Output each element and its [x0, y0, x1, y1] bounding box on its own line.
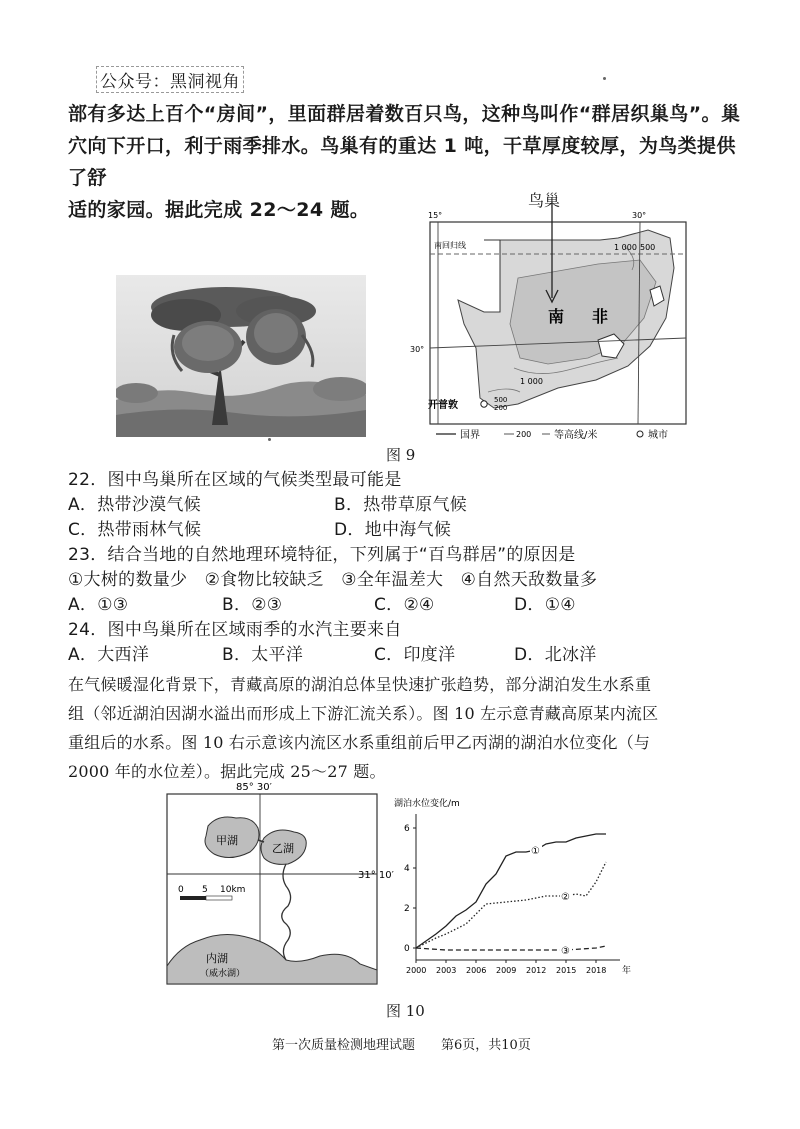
scale-10-label: 10km — [220, 885, 246, 895]
south-africa-map — [410, 208, 698, 448]
contour-1000-label-a: 1 000 — [614, 243, 637, 252]
intro-line-1: 部有多达上百个“房间”，里面群居着数百只鸟，这种鸟叫作“群居织巢鸟”。巢 — [68, 103, 741, 125]
q22-stem: 22．图中鸟巢所在区域的气候类型最可能是 — [68, 470, 402, 490]
context-line-3: 重组后的水系。图 10 右示意该内流区水系重组前后甲乙丙湖的湖泊水位变化（与 — [68, 733, 651, 752]
context-paragraph — [68, 670, 738, 786]
x-tick-label: 2012 — [526, 966, 547, 975]
q22-option-d: D．地中海气候 — [334, 520, 452, 540]
country-label-nan: 南 — [548, 307, 565, 326]
q23-option-b: B．②③ — [222, 595, 283, 615]
y-tick-label: 2 — [404, 904, 410, 914]
intro-paragraph — [68, 98, 748, 226]
stray-dot — [603, 77, 606, 80]
context-line-4: 2000 年的水位差）。据此完成 25～27 题。 — [68, 762, 386, 781]
lake-system-map — [160, 780, 394, 990]
lake-inner-label: 内湖 — [206, 952, 228, 965]
context-line-1: 在气候暖湿化背景下，青藏高原的湖泊总体呈快速扩张趋势，部分湖泊发生水系重 — [68, 675, 652, 694]
legend-border-label: 国界 — [460, 430, 480, 441]
page-footer: 第一次质量检测地理试题 第6页，共10页 — [272, 1038, 531, 1053]
q23-option-a: A．①③ — [68, 595, 129, 615]
q24-option-c: C．印度洋 — [374, 645, 456, 665]
legend-contour-label: 等高线/米 — [554, 430, 598, 441]
chart-ylabel: 湖泊水位变化/m — [394, 799, 460, 809]
q23-items: ①大树的数量少 ②食物比较缺乏 ③全年温差大 ④自然天敌数量多 — [68, 570, 598, 590]
lon-30-label: 30° — [632, 211, 647, 220]
lake-inner-sub-label: （威水湖） — [200, 969, 246, 979]
x-tick-label: 2003 — [436, 966, 457, 975]
x-tick-label: 2015 — [556, 966, 577, 975]
q22-option-a: A．热带沙漠气候 — [68, 495, 202, 515]
q22-option-b: B．热带草原气候 — [334, 495, 468, 515]
series-label-3: ③ — [561, 946, 570, 957]
series-label-1: ① — [531, 846, 540, 857]
series-line-2 — [416, 862, 606, 948]
fig10-caption: 图 10 — [386, 1002, 425, 1020]
contour-200-label: 200 — [494, 404, 508, 412]
y-tick-label: 0 — [404, 944, 410, 954]
lat-30-label: 30° — [410, 345, 425, 354]
q22-options-row1 — [68, 493, 748, 518]
series-line-3 — [416, 946, 606, 950]
intro-line-2: 穴向下开口，利于雨季排水。鸟巢有的重达 1 吨，干草厚度较厚，为鸟类提供了舒 — [68, 135, 736, 189]
water-level-chart — [392, 798, 652, 978]
contour-1000-label-b: 1 000 — [520, 377, 543, 386]
y-tick-label: 4 — [404, 864, 410, 874]
x-axis-label: 年 — [622, 966, 632, 976]
contour-500-label: 500 — [640, 243, 656, 252]
q24-option-a: A．大西洋 — [68, 645, 150, 665]
q24-option-b: B．太平洋 — [222, 645, 304, 665]
y-tick-label: 6 — [404, 824, 410, 834]
series-line-1 — [416, 834, 606, 948]
country-label-fei: 非 — [592, 307, 609, 326]
lat-label: 31° 10′ — [358, 870, 394, 881]
contour-500-label-b: 500 — [494, 396, 508, 404]
legend-city-label: 城市 — [648, 430, 668, 441]
city-label: 开普敦 — [428, 400, 458, 411]
lon-label: 85° 30′ — [236, 782, 272, 793]
fig9-caption: 图 9 — [386, 446, 416, 464]
q24-option-d: D．北冰洋 — [514, 645, 597, 665]
q22-option-c: C．热带雨林气候 — [68, 520, 202, 540]
watermark-text: 公众号：黑洞视角 — [96, 66, 244, 93]
intro-line-3: 适的家园。据此完成 22～24 题。 — [68, 199, 370, 221]
lon-15-label: 15° — [428, 211, 443, 220]
weaver-nest-tree-photo — [116, 275, 366, 437]
q22-options-row2 — [68, 518, 748, 543]
scale-0-label: 0 — [178, 885, 184, 895]
legend-contour-sample: 200 — [516, 430, 532, 439]
q23-option-c: C．②④ — [374, 595, 435, 615]
x-tick-label: 2009 — [496, 966, 517, 975]
lake-yi-label: 乙湖 — [272, 842, 294, 855]
context-line-2: 组（邻近湖泊因湖水溢出而形成上下游汇流关系）。图 10 左示意青藏高原某内流区 — [68, 704, 659, 723]
x-tick-label: 2000 — [406, 966, 427, 975]
nest-label: 鸟巢 — [528, 191, 561, 210]
q24-options — [68, 643, 748, 668]
q23-options — [68, 593, 748, 618]
x-tick-label: 2006 — [466, 966, 487, 975]
tropic-label: 南回归线 — [434, 241, 466, 250]
x-tick-label: 2018 — [586, 966, 607, 975]
q24-stem: 24．图中鸟巢所在区域雨季的水汽主要来自 — [68, 620, 402, 640]
photo-dot — [268, 438, 271, 441]
q23-option-d: D．①④ — [514, 595, 576, 615]
scale-5-label: 5 — [202, 885, 208, 895]
lake-jia-label: 甲湖 — [216, 834, 238, 847]
series-label-2: ② — [561, 892, 570, 903]
q23-stem: 23．结合当地的自然地理环境特征，下列属于“百鸟群居”的原因是 — [68, 545, 576, 565]
